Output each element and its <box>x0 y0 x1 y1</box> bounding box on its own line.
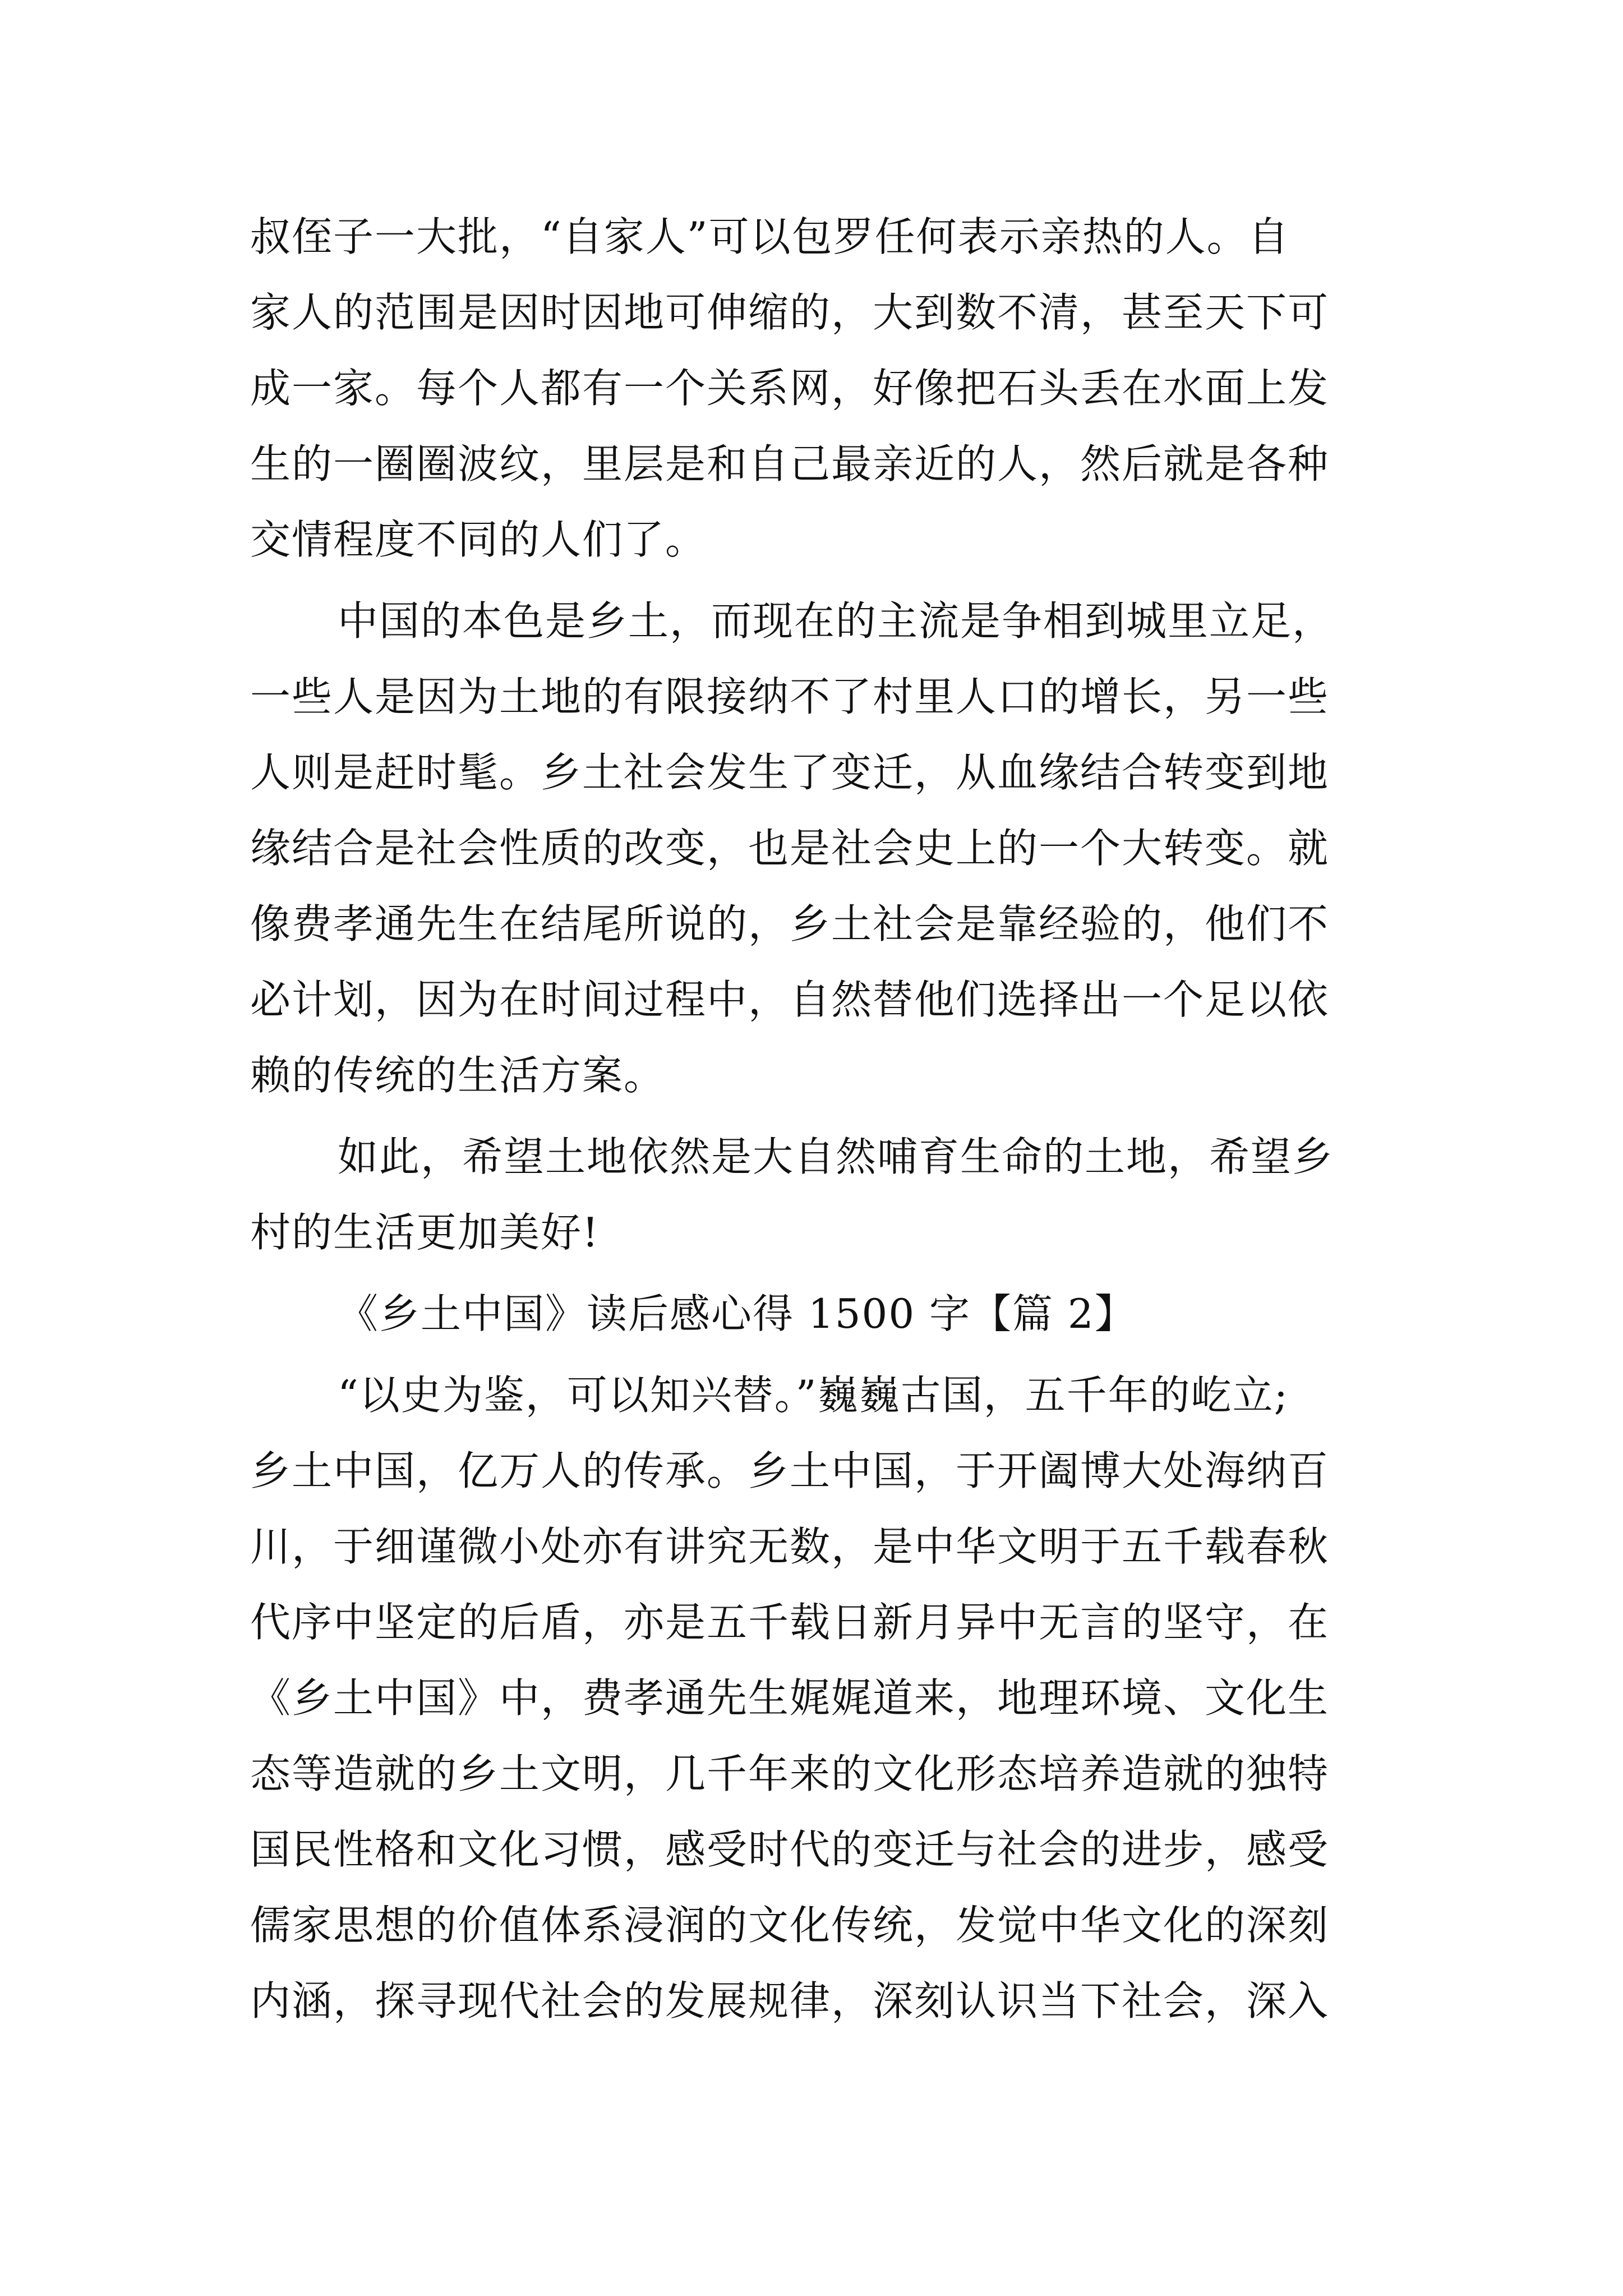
text-line: 乡土中国，亿万人的传承。乡土中国，于开阖博大处海纳百 <box>250 1447 1330 1494</box>
text-line: 川，于细谨微小处亦有讲究无数，是中华文明于五千载春秋 <box>250 1523 1330 1570</box>
text-line: 代序中坚定的后盾，亦是五千载日新月异中无言的坚守，在 <box>250 1599 1330 1646</box>
text-line: 生的一圈圈波纹，里层是和自己最亲近的人，然后就是各种 <box>250 440 1330 487</box>
text-line: 态等造就的乡土文明，几千年来的文化形态培养造就的独特 <box>250 1750 1330 1797</box>
text-line: 叔侄子一大批，“自家人”可以包罗任何表示亲热的人。自 <box>250 213 1290 260</box>
text-line: 《乡土中国》中，费孝通先生娓娓道来，地理环境、文化生 <box>250 1674 1330 1722</box>
text-line: 像费孝通先生在结尾所说的，乡土社会是靠经验的，他们不 <box>250 900 1330 947</box>
paragraph-first-line: “以史为鉴，可以知兴替。”巍巍古国，五千年的屹立; <box>338 1372 1289 1419</box>
text-line: 儒家思想的价值体系浸润的文化传统，发觉中华文化的深刻 <box>250 1902 1330 1949</box>
section-heading: 《乡土中国》读后感心得 1500 字【篇 2】 <box>338 1290 1136 1337</box>
text-line: 国民性格和文化习惯，感受时代的变迁与社会的进步，感受 <box>250 1826 1330 1873</box>
text-line: 交情程度不同的人们了。 <box>250 516 707 563</box>
text-line: 必计划，因为在时间过程中，自然替他们选择出一个足以依 <box>250 976 1330 1023</box>
text-line: 成一家。每个人都有一个关系网，好像把石头丢在水面上发 <box>250 365 1330 412</box>
text-line: 内涵，探寻现代社会的发展规律，深刻认识当下社会，深入 <box>250 1977 1330 2024</box>
text-line: 一些人是因为土地的有限接纳不了村里人口的增长，另一些 <box>250 673 1330 720</box>
text-line: 家人的范围是因时因地可伸缩的，大到数不清，甚至天下可 <box>250 289 1330 336</box>
paragraph-first-line: 中国的本色是乡土，而现在的主流是争相到城里立足， <box>338 597 1334 645</box>
text-line: 村的生活更加美好! <box>250 1209 600 1256</box>
paragraph-first-line: 如此，希望土地依然是大自然哺育生命的土地，希望乡 <box>338 1133 1334 1180</box>
text-line: 赖的传统的生活方案。 <box>250 1052 666 1099</box>
text-line: 缘结合是社会性质的改变，也是社会史上的一个大转变。就 <box>250 825 1330 872</box>
text-line: 人则是赶时髦。乡土社会发生了变迁，从血缘结合转变到地 <box>250 749 1330 796</box>
